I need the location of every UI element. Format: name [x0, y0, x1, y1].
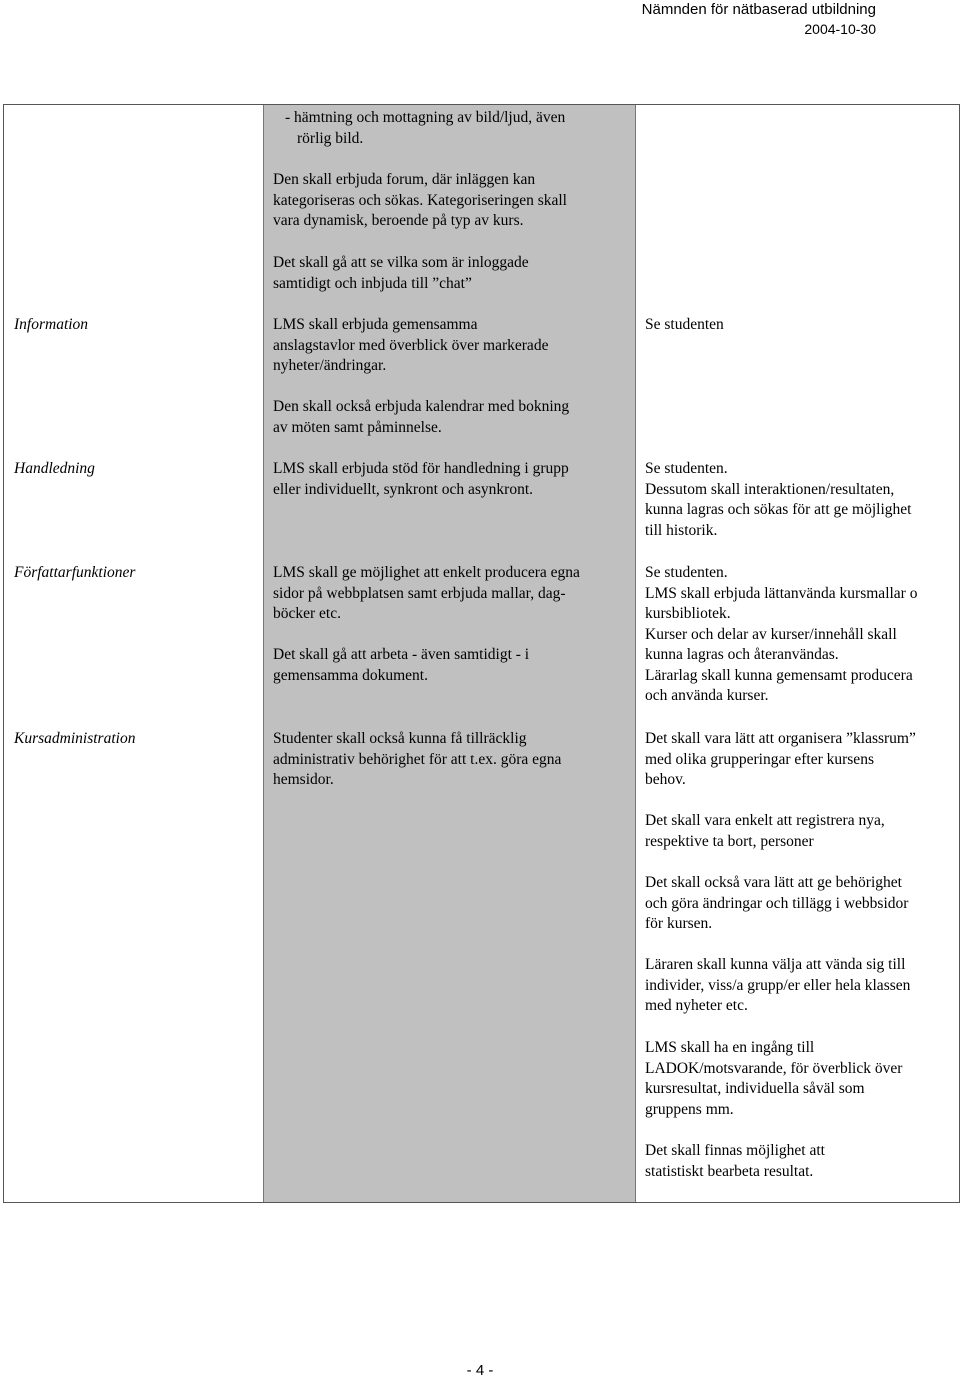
note-line: Se studenten.: [645, 564, 728, 581]
requirement-line: anslagstavlor med överblick över markerade: [273, 336, 549, 354]
note-line: Det skall också vara lätt att ge behörighet: [645, 874, 902, 891]
requirement-line: LMS skall ge möjlighet att enkelt producera egna: [273, 564, 580, 581]
requirement-line: sidor på webbplatsen samt erbjuda mallar, dag-: [273, 584, 566, 602]
note-line: statistiskt bearbeta resultat.: [645, 1162, 814, 1180]
note-line: Det skall finnas möjlighet att: [645, 1142, 825, 1159]
note-line: och använda kurser.: [645, 687, 769, 704]
requirement-line: kategoriseras och sökas. Kategoriseringen skall: [273, 191, 567, 209]
document-date: 2004-10-30: [804, 21, 876, 37]
note-line: med olika grupperingar efter kursens: [645, 750, 874, 768]
requirement-line: av möten samt påminnelse.: [273, 418, 442, 436]
note-line: och göra ändringar och tillägg i webbsidor: [645, 894, 909, 912]
requirement-line: eller individuellt, synkront och asynkront.: [273, 480, 534, 498]
requirements-table: [3, 104, 960, 1203]
requirements-column: [263, 105, 636, 1202]
requirement-line: vara dynamisk, beroende på typ av kurs.: [273, 212, 524, 229]
requirement-line: Det skall gå att arbeta - även samtidigt - i: [273, 646, 530, 663]
requirement-line: samtidigt och inbjuda till ”chat”: [273, 274, 472, 292]
note-line: kursresultat, individuella såväl som: [645, 1080, 865, 1097]
category-label: Handledning: [14, 460, 95, 477]
note-line: Det skall vara enkelt att registrera nya,: [645, 812, 885, 829]
requirement-line: rörlig bild.: [297, 129, 364, 147]
requirement-line: gemensamma dokument.: [273, 666, 428, 684]
requirement-line: nyheter/ändringar.: [273, 357, 387, 374]
note-line: kunna lagras och sökas för att ge möjlighet: [645, 501, 912, 518]
requirement-line: Den skall också erbjuda kalendrar med bokning: [273, 398, 570, 415]
note-line: för kursen.: [645, 915, 713, 932]
note-line: respektive ta bort, personer: [645, 832, 814, 850]
requirement-line: Studenter skall också kunna få tillräcklig: [273, 730, 527, 747]
note-line: Se studenten.: [645, 460, 728, 477]
note-line: till historik.: [645, 521, 718, 539]
category-label: Kursadministration: [14, 730, 136, 747]
category-label: Information: [14, 316, 89, 333]
note-line: kursbibliotek.: [645, 605, 731, 622]
notes-column: [636, 105, 959, 1202]
note-line: Kurser och delar av kurser/innehåll skall: [645, 625, 897, 643]
note-line: behov.: [645, 771, 686, 788]
note-line: LADOK/motsvarande, för överblick över: [645, 1059, 903, 1077]
note-line: kunna lagras och återanvändas.: [645, 646, 839, 663]
requirement-line: - hämtning och mottagning av bild/ljud, även: [285, 109, 566, 126]
note-line: Lärarlag skall kunna gemensamt producera: [645, 666, 913, 684]
category-column: [4, 105, 262, 1202]
note-line: med nyheter etc.: [645, 997, 748, 1014]
note-line: Det skall vara lätt att organisera ”klassrum”: [645, 730, 916, 747]
category-label: Författarfunktioner: [14, 564, 136, 581]
requirement-line: böcker etc.: [273, 605, 341, 622]
requirement-line: administrativ behörighet för att t.ex. göra egna: [273, 750, 562, 768]
note-line: Läraren skall kunna välja att vända sig till: [645, 956, 906, 973]
note-line: Se studenten: [645, 316, 724, 333]
requirement-line: hemsidor.: [273, 771, 334, 788]
note-line: LMS skall ha en ingång till: [645, 1039, 815, 1056]
requirement-line: LMS skall erbjuda stöd för handledning i grupp: [273, 460, 569, 477]
requirement-line: LMS skall erbjuda gemensamma: [273, 316, 478, 333]
note-line: gruppens mm.: [645, 1100, 734, 1118]
page-header: [642, 0, 876, 38]
page-number: - 4 -: [466, 1362, 494, 1379]
note-line: individer, viss/a grupp/er eller hela klassen: [645, 976, 911, 994]
note-line: Dessutom skall interaktionen/resultaten,: [645, 480, 895, 498]
requirement-line: Den skall erbjuda forum, där inläggen kan: [273, 171, 536, 188]
requirement-line: Det skall gå att se vilka som är inloggade: [273, 254, 529, 271]
note-line: LMS skall erbjuda lättanvända kursmallar o: [645, 584, 918, 602]
organization-name: Nämnden för nätbaserad utbildning: [641, 1, 876, 18]
